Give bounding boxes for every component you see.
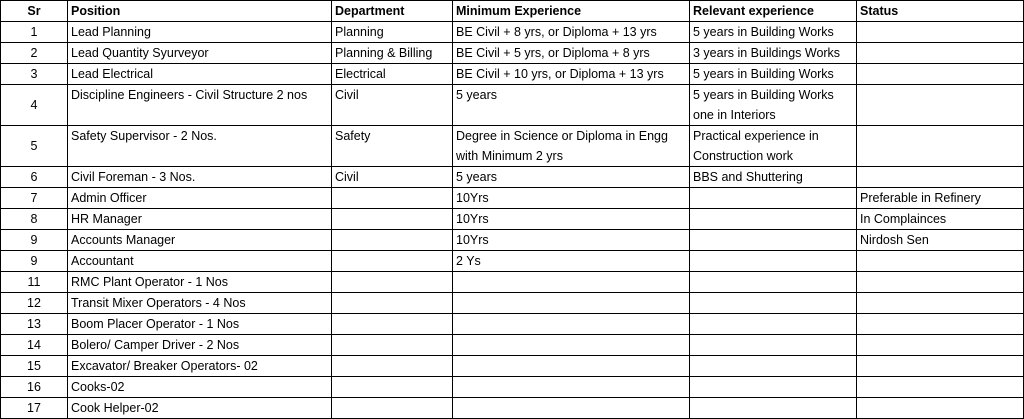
table-row [1, 209, 1024, 230]
department-value: Electrical [335, 67, 386, 81]
cell-sr[interactable] [1, 230, 68, 251]
cell-relevant-experience[interactable] [690, 356, 857, 377]
cell-relevant-experience[interactable] [690, 85, 857, 126]
cell-status[interactable] [857, 335, 1024, 356]
position-value: RMC Plant Operator - 1 Nos [71, 275, 228, 289]
cell-position[interactable] [68, 209, 332, 230]
cell-minimum-experience[interactable] [453, 230, 690, 251]
cell-relevant-experience[interactable] [690, 126, 857, 167]
cell-sr[interactable] [1, 356, 68, 377]
minimum-experience-line: 5 years [456, 170, 497, 184]
cell-minimum-experience[interactable] [453, 293, 690, 314]
position-value: Bolero/ Camper Driver - 2 Nos [71, 338, 240, 352]
cell-relevant-experience[interactable] [690, 64, 857, 85]
sr-value: 6 [30, 170, 38, 184]
cell-sr[interactable] [1, 64, 68, 85]
cell-sr[interactable] [1, 126, 68, 167]
minimum-experience-line: 10Yrs [456, 233, 489, 247]
sr-value: 5 [30, 139, 38, 153]
table-row [1, 377, 1024, 398]
cell-relevant-experience[interactable] [690, 188, 857, 209]
sr-value: 11 [27, 275, 41, 289]
cell-status[interactable] [857, 126, 1024, 167]
cell-department[interactable] [332, 251, 453, 272]
cell-sr[interactable] [1, 209, 68, 230]
table-row [1, 230, 1024, 251]
relevant-experience-line: Practical experience in [693, 129, 819, 143]
cell-position[interactable] [68, 335, 332, 356]
sr-value: 16 [27, 380, 41, 394]
cell-minimum-experience[interactable] [453, 314, 690, 335]
cell-relevant-experience[interactable] [690, 209, 857, 230]
header-status: Status [857, 1, 1024, 22]
table-row [1, 314, 1024, 335]
cell-status[interactable] [857, 314, 1024, 335]
cell-department[interactable] [332, 398, 453, 419]
cell-sr[interactable] [1, 85, 68, 126]
position-value: Safety Supervisor - 2 Nos. [71, 129, 217, 143]
sr-value: 17 [27, 401, 41, 415]
table-row [1, 43, 1024, 64]
sr-value: 8 [30, 212, 38, 226]
position-value: Boom Placer Operator - 1 Nos [71, 317, 240, 331]
cell-department[interactable] [332, 209, 453, 230]
cell-minimum-experience[interactable] [453, 356, 690, 377]
cell-minimum-experience[interactable] [453, 272, 690, 293]
relevant-experience-line: one in Interiors [693, 108, 776, 122]
cell-department[interactable] [332, 126, 453, 167]
table-row [1, 293, 1024, 314]
cell-department[interactable] [332, 377, 453, 398]
sr-value: 13 [27, 317, 41, 331]
cell-position[interactable] [68, 314, 332, 335]
cell-status[interactable] [857, 356, 1024, 377]
cell-relevant-experience[interactable] [690, 398, 857, 419]
position-value: Lead Quantity Syurveyor [71, 46, 209, 60]
cell-minimum-experience[interactable] [453, 251, 690, 272]
cell-department[interactable] [332, 64, 453, 85]
minimum-experience-line: Degree in Science or Diploma in Engg [456, 129, 668, 143]
position-value: Transit Mixer Operators - 4 Nos [71, 296, 246, 310]
cell-status[interactable] [857, 43, 1024, 64]
sr-value: 1 [30, 25, 38, 39]
cell-department[interactable] [332, 272, 453, 293]
cell-position[interactable] [68, 230, 332, 251]
cell-minimum-experience[interactable] [453, 64, 690, 85]
cell-sr[interactable] [1, 22, 68, 43]
cell-position[interactable] [68, 64, 332, 85]
cell-position[interactable] [68, 188, 332, 209]
position-value: Cook Helper-02 [71, 401, 159, 415]
cell-position[interactable] [68, 377, 332, 398]
table-row [1, 356, 1024, 377]
relevant-experience-line: 5 years in Building Works [693, 25, 834, 39]
minimum-experience-line: 2 Ys [456, 254, 481, 268]
department-value: Civil [335, 170, 359, 184]
cell-department[interactable] [332, 167, 453, 188]
cell-status[interactable] [857, 188, 1024, 209]
department-value: Safety [335, 129, 371, 143]
department-value: Civil [335, 88, 359, 102]
table-row [1, 251, 1024, 272]
cell-status[interactable] [857, 293, 1024, 314]
cell-status[interactable] [857, 209, 1024, 230]
position-value: HR Manager [71, 212, 142, 226]
cell-minimum-experience[interactable] [453, 398, 690, 419]
table-row [1, 398, 1024, 419]
cell-sr[interactable] [1, 167, 68, 188]
cell-minimum-experience[interactable] [453, 126, 690, 167]
table-row [1, 85, 1024, 126]
cell-sr[interactable] [1, 251, 68, 272]
relevant-experience-line: 5 years in Building Works [693, 88, 834, 102]
cell-status[interactable] [857, 398, 1024, 419]
cell-department[interactable] [332, 314, 453, 335]
cell-department[interactable] [332, 356, 453, 377]
cell-position[interactable] [68, 22, 332, 43]
table-row [1, 167, 1024, 188]
sr-value: 2 [30, 46, 38, 60]
cell-status[interactable] [857, 167, 1024, 188]
minimum-experience-line: 10Yrs [456, 212, 489, 226]
cell-department[interactable] [332, 188, 453, 209]
minimum-experience-line: BE Civil + 8 yrs, or Diploma + 13 yrs [456, 25, 657, 39]
status-value: In Complainces [860, 212, 947, 226]
sr-value: 12 [27, 296, 41, 310]
cell-sr[interactable] [1, 43, 68, 64]
cell-status[interactable] [857, 230, 1024, 251]
cell-minimum-experience[interactable] [453, 188, 690, 209]
cell-sr[interactable] [1, 272, 68, 293]
cell-relevant-experience[interactable] [690, 167, 857, 188]
header-sr: Sr [1, 1, 68, 22]
position-value: Admin Officer [71, 191, 147, 205]
cell-department[interactable] [332, 335, 453, 356]
position-value: Cooks-02 [71, 380, 125, 394]
cell-relevant-experience[interactable] [690, 22, 857, 43]
cell-status[interactable] [857, 272, 1024, 293]
sr-value: 9 [30, 233, 38, 247]
cell-relevant-experience[interactable] [690, 377, 857, 398]
cell-relevant-experience[interactable] [690, 293, 857, 314]
position-value: Excavator/ Breaker Operators- 02 [71, 359, 258, 373]
sr-value: 7 [30, 191, 38, 205]
minimum-experience-line: BE Civil + 5 yrs, or Diploma + 8 yrs [456, 46, 650, 60]
position-value: Accountant [71, 254, 134, 268]
department-value: Planning & Billing [335, 46, 433, 60]
cell-minimum-experience[interactable] [453, 335, 690, 356]
minimum-experience-line: 5 years [456, 88, 497, 102]
cell-sr[interactable] [1, 188, 68, 209]
sr-value: 14 [27, 338, 41, 352]
minimum-experience-line: with Minimum 2 yrs [456, 149, 563, 163]
position-value: Discipline Engineers - Civil Structure 2 nos [71, 88, 308, 102]
cell-sr[interactable] [1, 314, 68, 335]
header-row [1, 1, 1024, 22]
cell-sr[interactable] [1, 335, 68, 356]
cell-minimum-experience[interactable] [453, 167, 690, 188]
table-row [1, 64, 1024, 85]
cell-minimum-experience[interactable] [453, 209, 690, 230]
sr-value: 3 [30, 67, 38, 81]
table-row [1, 335, 1024, 356]
sr-value: 4 [30, 98, 38, 112]
cell-department[interactable] [332, 85, 453, 126]
cell-status[interactable] [857, 22, 1024, 43]
cell-department[interactable] [332, 22, 453, 43]
minimum-experience-line: 10Yrs [456, 191, 489, 205]
sr-value: 9 [30, 254, 38, 268]
cell-relevant-experience[interactable] [690, 43, 857, 64]
cell-position[interactable] [68, 398, 332, 419]
cell-minimum-experience[interactable] [453, 85, 690, 126]
cell-status[interactable] [857, 251, 1024, 272]
cell-relevant-experience[interactable] [690, 230, 857, 251]
cell-minimum-experience[interactable] [453, 22, 690, 43]
status-value: Preferable in Refinery [860, 191, 981, 205]
sr-value: 15 [27, 359, 41, 373]
header-department: Department [332, 1, 453, 22]
relevant-experience-line: Construction work [693, 149, 794, 163]
table-row [1, 272, 1024, 293]
header-minimum-experience: Minimum Experience [453, 1, 690, 22]
relevant-experience-line: 3 years in Buildings Works [693, 46, 841, 60]
table-row [1, 22, 1024, 43]
cell-position[interactable] [68, 126, 332, 167]
cell-position[interactable] [68, 293, 332, 314]
department-value: Planning [335, 25, 384, 39]
cell-position[interactable] [68, 356, 332, 377]
cell-position[interactable] [68, 251, 332, 272]
cell-minimum-experience[interactable] [453, 43, 690, 64]
cell-status[interactable] [857, 85, 1024, 126]
cell-department[interactable] [332, 43, 453, 64]
cell-sr[interactable] [1, 293, 68, 314]
position-value: Civil Foreman - 3 Nos. [71, 170, 196, 184]
relevant-experience-line: 5 years in Building Works [693, 67, 834, 81]
cell-department[interactable] [332, 293, 453, 314]
status-value: Nirdosh Sen [860, 233, 929, 247]
cell-relevant-experience[interactable] [690, 335, 857, 356]
cell-position[interactable] [68, 43, 332, 64]
cell-department[interactable] [332, 230, 453, 251]
position-value: Lead Electrical [71, 67, 153, 81]
relevant-experience-line: BBS and Shuttering [693, 170, 803, 184]
position-value: Accounts Manager [71, 233, 176, 247]
cell-relevant-experience[interactable] [690, 251, 857, 272]
cell-status[interactable] [857, 377, 1024, 398]
table-row [1, 126, 1024, 167]
cell-position[interactable] [68, 272, 332, 293]
header-relevant-experience: Relevant experience [690, 1, 857, 22]
cell-relevant-experience[interactable] [690, 272, 857, 293]
header-position: Position [68, 1, 332, 22]
cell-minimum-experience[interactable] [453, 377, 690, 398]
cell-position[interactable] [68, 85, 332, 126]
cell-sr[interactable] [1, 398, 68, 419]
cell-position[interactable] [68, 167, 332, 188]
table-row [1, 188, 1024, 209]
cell-status[interactable] [857, 64, 1024, 85]
position-value: Lead Planning [71, 25, 151, 39]
cell-relevant-experience[interactable] [690, 314, 857, 335]
cell-sr[interactable] [1, 377, 68, 398]
minimum-experience-line: BE Civil + 10 yrs, or Diploma + 13 yrs [456, 67, 664, 81]
